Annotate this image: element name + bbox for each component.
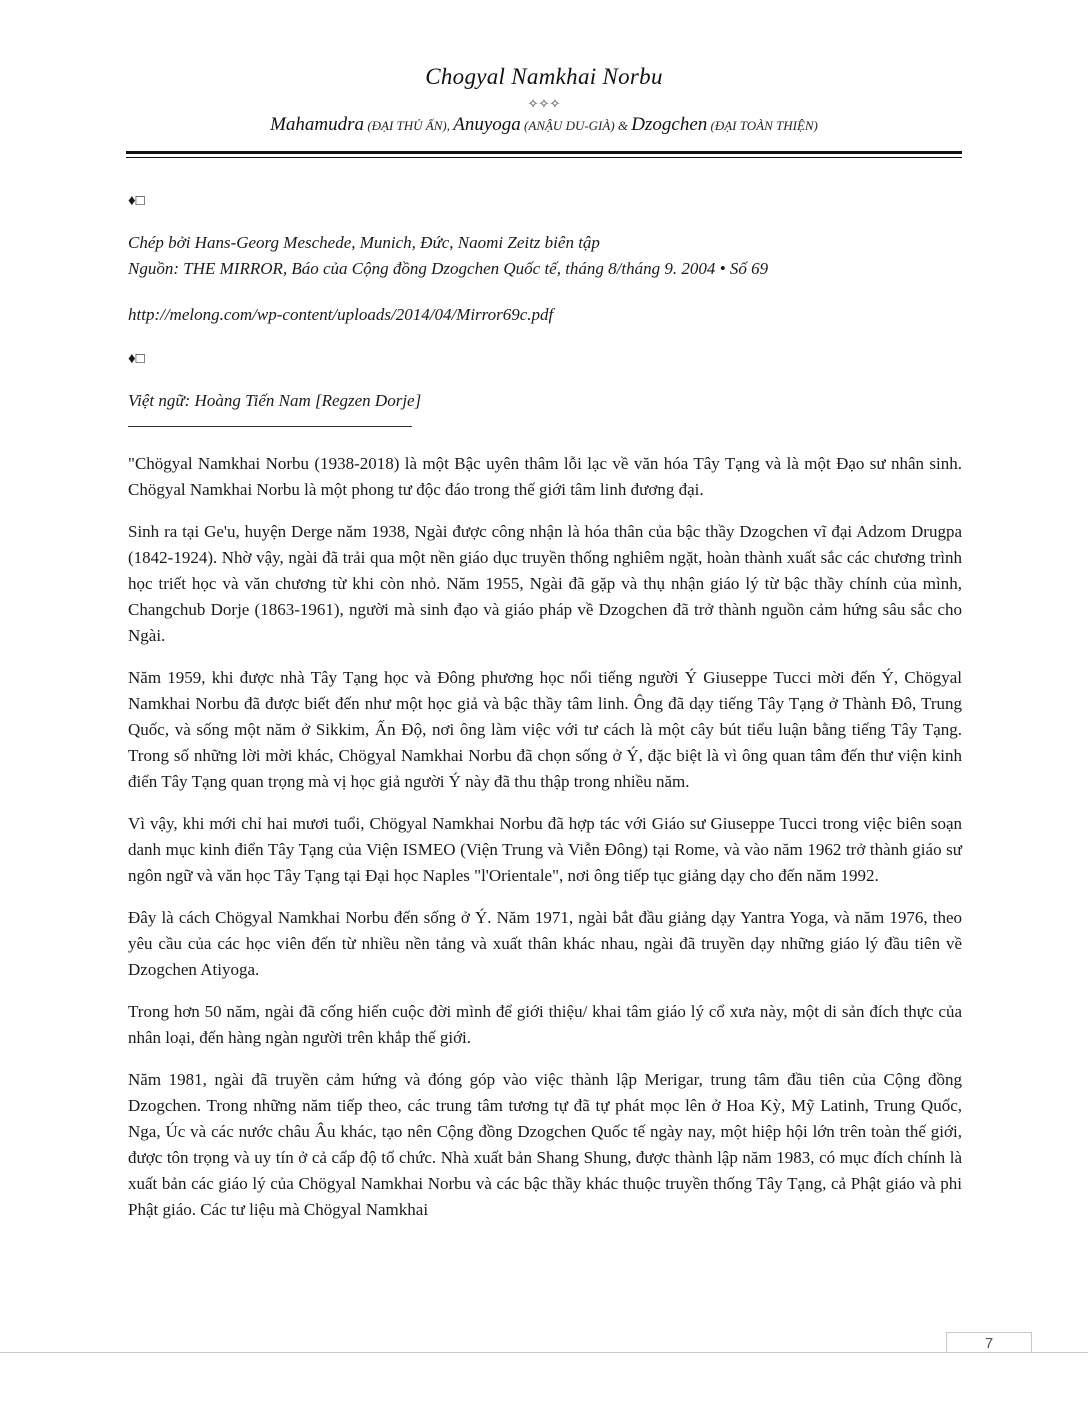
transcribed-by: Chép bởi Hans-Georg Meschede, Munich, Đức, Naomi Zeitz biên tập: [128, 233, 600, 252]
header-rule-thick: [126, 151, 962, 154]
section-divider: [128, 426, 412, 427]
paragraph: Năm 1959, khi được nhà Tây Tạng học và Đông phương học nổi tiếng người Ý Giuseppe Tucci mời đến Ý, Chögyal Namkhai Norbu đã được biết đến như một học giả và bậc thầy tâm linh. Ông đã dạy tiếng Tây Tạng ở Thành Đô, Trung Quốc, và sống một năm ở Sikkim, Ấn Độ, nơi ông làm việc với tư cách là một cây bút tiểu luận bằng tiếng Tây Tạng. Trong số những lời mời khác, Chögyal Namkhai Norbu đã chọn sống ở Ý, đặc biệt là vì ông quan tâm đến thư viện kinh điển Tây Tạng quan trọng mà vị học giả người Ý này đã thu thập trong nhiều năm.: [128, 668, 962, 791]
source-url: http://melong.com/wp-content/uploads/2014/04/Mirror69c.pdf: [128, 305, 554, 324]
subtitle-dzogchen-note: (ĐẠI TOÀN THIỆN): [710, 118, 818, 133]
translator-line: Việt ngữ: Hoàng Tiến Nam [Regzen Dorje]: [128, 391, 422, 410]
subtitle-mahamudra: Mahamudra: [270, 114, 365, 135]
paragraph: Đây là cách Chögyal Namkhai Norbu đến sống ở Ý. Năm 1971, ngài bắt đầu giảng dạy Yantra Yoga, và năm 1976, theo yêu cầu của các học viên đến từ nhiều nền tảng và xuất thân khác nhau, ngài đã truyền dạy những giáo lý đầu tiên về Dzogchen Atiyoga.: [128, 908, 962, 979]
bullet-marker: ♦□: [128, 193, 145, 209]
paragraph: Trong hơn 50 năm, ngài đã cống hiến cuộc đời mình để giới thiệu/ khai tâm giáo lý cổ xưa này, một di sản đích thực của nhân loại, đến hàng ngàn người trên khắp thế giới.: [128, 1002, 962, 1047]
subtitle-anuyoga: Anuyoga: [453, 114, 521, 135]
subtitle-anuyoga-note: (ANẬU DU-GIÀ) &: [524, 118, 629, 133]
footer-rule: [0, 1352, 1088, 1353]
paragraph: "Chögyal Namkhai Norbu (1938-2018) là một Bậc uyên thâm lỗi lạc về văn hóa Tây Tạng và là một Đạo sư nhân sinh. Chögyal Namkhai Norbu là một phong tư độc đáo trong thế giới tâm linh đương đại.: [128, 454, 962, 499]
header-ornament: ✧✧✧: [527, 96, 561, 111]
subtitle-dzogchen: Dzogchen: [631, 114, 708, 135]
running-header: [126, 60, 962, 137]
subtitle-mahamudra-note: (ĐẠI THỦ ẤN),: [367, 118, 450, 133]
paragraph: Năm 1981, ngài đã truyền cảm hứng và đóng góp vào việc thành lập Merigar, trung tâm đầu tiên của Cộng đồng Dzogchen. Trong những năm tiếp theo, các trung tâm tương tự đã tự phát mọc lên ở Hoa Kỳ, Mỹ Latinh, Trung Quốc, Nga, Úc và các nước châu Âu khác, tạo nên Cộng đồng Dzogchen Quốc tế ngày nay, một hiệp hội lớn trên toàn thế giới, được tôn trọng và uy tín ở cả cấp độ tổ chức. Nhà xuất bản Shang Shung, được thành lập năm 1983, có mục đích chính là xuất bản các giáo lý của Chögyal Namkhai Norbu và các bậc thầy khác thuộc truyền thống Tây Tạng, cả Phật giáo và phi Phật giáo. Các tư liệu mà Chögyal Namkhai: [128, 1070, 962, 1219]
paragraph: Vì vậy, khi mới chỉ hai mươi tuổi, Chögyal Namkhai Norbu đã hợp tác với Giáo sư Giuseppe Tucci trong việc biên soạn danh mục kinh điển Tây Tạng của Viện ISMEO (Viện Trung và Viễn Đông) tại Rome, và vào năm 1962 trở thành giáo sư ngôn ngữ và văn học Tây Tạng tại Đại học Naples "l'Orientale", nơi ông tiếp tục giảng dạy cho đến năm 1992.: [128, 814, 962, 885]
header-subtitle: [126, 114, 962, 137]
header-rule-thin: [126, 157, 962, 158]
paragraph: Sinh ra tại Ge'u, huyện Derge năm 1938, Ngài được công nhận là hóa thân của bậc thầy Dzogchen vĩ đại Adzom Drugpa (1842-1924). Nhờ vậy, ngài đã trải qua một nền giáo dục truyền thống nghiêm ngặt, hoàn thành xuất sắc các chương trình học triết học và văn chương từ khi còn nhỏ. Năm 1955, Ngài đã gặp và thụ nhận giáo lý từ bậc thầy chính của mình, Changchub Dorje (1863-1961), người mà sinh đạo và giáo pháp về Dzogchen đã trở thành nguồn cảm hứng sâu sắc cho Ngài.: [128, 522, 962, 645]
page-number: 7: [984, 1335, 994, 1352]
bullet-marker: ♦□: [128, 351, 145, 367]
header-title: Chogyal Namkhai Norbu: [425, 64, 663, 89]
page-content: [128, 190, 962, 1239]
source-line: Nguồn: THE MIRROR, Báo của Cộng đồng Dzogchen Quốc tế, tháng 8/tháng 9. 2004 • Số 69: [128, 259, 769, 278]
